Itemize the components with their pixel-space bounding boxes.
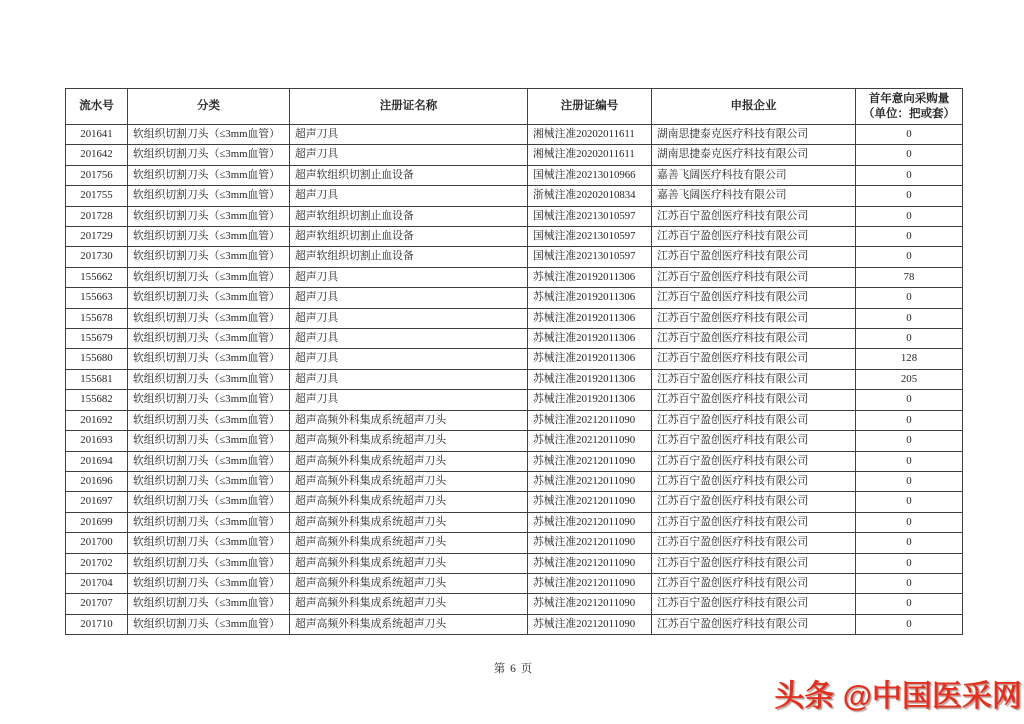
header-category: 分类 [128, 89, 290, 125]
cell-qty: 0 [856, 533, 963, 553]
cell-cert-no: 苏械注准20212011090 [528, 431, 652, 451]
table-row [66, 186, 963, 206]
cell-qty: 0 [856, 247, 963, 267]
cell-serial: 201755 [66, 186, 128, 206]
table-body [66, 125, 963, 635]
cell-cert-name: 超声刀具 [290, 369, 528, 389]
cell-category: 软组织切割刀头（≤3mm血管） [128, 369, 290, 389]
table-row [66, 267, 963, 287]
cell-cert-no: 苏械注准20192011306 [528, 267, 652, 287]
cell-company: 江苏百宁盈创医疗科技有限公司 [652, 247, 856, 267]
header-row [66, 89, 963, 125]
cell-qty: 128 [856, 349, 963, 369]
cell-cert-no: 苏械注准20212011090 [528, 492, 652, 512]
cell-cert-name: 超声刀具 [290, 390, 528, 410]
cell-serial: 155662 [66, 267, 128, 287]
header-qty [856, 89, 963, 125]
cell-cert-name: 超声高频外科集成系统超声刀头 [290, 614, 528, 634]
cell-cert-name: 超声高频外科集成系统超声刀头 [290, 492, 528, 512]
cell-cert-name: 超声高频外科集成系统超声刀头 [290, 553, 528, 573]
cell-serial: 201641 [66, 125, 128, 145]
cell-category: 软组织切割刀头（≤3mm血管） [128, 308, 290, 328]
cell-qty: 0 [856, 594, 963, 614]
cell-company: 江苏百宁盈创医疗科技有限公司 [652, 308, 856, 328]
cell-company: 江苏百宁盈创医疗科技有限公司 [652, 533, 856, 553]
cell-category: 软组织切割刀头（≤3mm血管） [128, 165, 290, 185]
cell-category: 软组织切割刀头（≤3mm血管） [128, 349, 290, 369]
cell-company: 江苏百宁盈创医疗科技有限公司 [652, 349, 856, 369]
cell-cert-no: 苏械注准20212011090 [528, 553, 652, 573]
cell-company: 江苏百宁盈创医疗科技有限公司 [652, 369, 856, 389]
cell-cert-name: 超声软组织切割止血设备 [290, 206, 528, 226]
cell-serial: 155681 [66, 369, 128, 389]
table-row [66, 145, 963, 165]
cell-cert-name: 超声软组织切割止血设备 [290, 247, 528, 267]
cell-cert-name: 超声刀具 [290, 267, 528, 287]
cell-qty: 0 [856, 553, 963, 573]
cell-qty: 0 [856, 512, 963, 532]
cell-category: 软组织切割刀头（≤3mm血管） [128, 125, 290, 145]
cell-qty: 0 [856, 614, 963, 634]
table-row [66, 410, 963, 430]
cell-qty: 0 [856, 492, 963, 512]
cell-qty: 0 [856, 308, 963, 328]
table-header [66, 89, 963, 125]
cell-serial: 201697 [66, 492, 128, 512]
cell-company: 江苏百宁盈创医疗科技有限公司 [652, 492, 856, 512]
cell-serial: 155682 [66, 390, 128, 410]
cell-category: 软组织切割刀头（≤3mm血管） [128, 614, 290, 634]
cell-company: 嘉善飞阔医疗科技有限公司 [652, 165, 856, 185]
cell-qty: 0 [856, 451, 963, 471]
cell-cert-name: 超声高频外科集成系统超声刀头 [290, 471, 528, 491]
cell-category: 软组织切割刀头（≤3mm血管） [128, 594, 290, 614]
cell-category: 软组织切割刀头（≤3mm血管） [128, 186, 290, 206]
table-row [66, 512, 963, 532]
table-row [66, 288, 963, 308]
cell-qty: 0 [856, 186, 963, 206]
cell-company: 江苏百宁盈创医疗科技有限公司 [652, 329, 856, 349]
cell-company: 江苏百宁盈创医疗科技有限公司 [652, 288, 856, 308]
table-row [66, 247, 963, 267]
cell-category: 软组织切割刀头（≤3mm血管） [128, 247, 290, 267]
cell-qty: 0 [856, 145, 963, 165]
cell-cert-no: 湘械注准20202011611 [528, 125, 652, 145]
cell-company: 江苏百宁盈创医疗科技有限公司 [652, 573, 856, 593]
cell-serial: 201696 [66, 471, 128, 491]
cell-category: 软组织切割刀头（≤3mm血管） [128, 451, 290, 471]
cell-category: 软组织切割刀头（≤3mm血管） [128, 431, 290, 451]
cell-serial: 201710 [66, 614, 128, 634]
cell-serial: 201729 [66, 227, 128, 247]
cell-category: 软组织切割刀头（≤3mm血管） [128, 145, 290, 165]
cell-serial: 201707 [66, 594, 128, 614]
cell-cert-name: 超声高频外科集成系统超声刀头 [290, 451, 528, 471]
cell-qty: 0 [856, 573, 963, 593]
cell-cert-no: 苏械注准20212011090 [528, 594, 652, 614]
cell-cert-no: 苏械注准20192011306 [528, 390, 652, 410]
cell-category: 软组织切割刀头（≤3mm血管） [128, 533, 290, 553]
cell-qty: 0 [856, 431, 963, 451]
header-cert-no: 注册证编号 [528, 89, 652, 125]
cell-cert-no: 国械注准20213010597 [528, 227, 652, 247]
cell-company: 江苏百宁盈创医疗科技有限公司 [652, 512, 856, 532]
table-row [66, 125, 963, 145]
cell-category: 软组织切割刀头（≤3mm血管） [128, 206, 290, 226]
cell-category: 软组织切割刀头（≤3mm血管） [128, 573, 290, 593]
cell-serial: 201756 [66, 165, 128, 185]
table-row [66, 329, 963, 349]
cell-cert-name: 超声软组织切割止血设备 [290, 165, 528, 185]
cell-serial: 155678 [66, 308, 128, 328]
cell-serial: 201694 [66, 451, 128, 471]
page-number: 第 6 页 [493, 663, 534, 675]
cell-company: 江苏百宁盈创医疗科技有限公司 [652, 451, 856, 471]
cell-category: 软组织切割刀头（≤3mm血管） [128, 410, 290, 430]
cell-qty: 0 [856, 125, 963, 145]
cell-serial: 201642 [66, 145, 128, 165]
cell-category: 软组织切割刀头（≤3mm血管） [128, 288, 290, 308]
cell-cert-name: 超声高频外科集成系统超声刀头 [290, 410, 528, 430]
table-row [66, 573, 963, 593]
cell-cert-name: 超声刀具 [290, 329, 528, 349]
cell-serial: 201699 [66, 512, 128, 532]
cell-serial: 155680 [66, 349, 128, 369]
cell-cert-no: 苏械注准20212011090 [528, 471, 652, 491]
cell-cert-name: 超声软组织切割止血设备 [290, 227, 528, 247]
header-cert-name: 注册证名称 [290, 89, 528, 125]
cell-cert-name: 超声刀具 [290, 349, 528, 369]
cell-serial: 201693 [66, 431, 128, 451]
table-row [66, 390, 963, 410]
cell-cert-no: 国械注准20213010966 [528, 165, 652, 185]
cell-cert-name: 超声高频外科集成系统超声刀头 [290, 594, 528, 614]
cell-company: 湖南思捷泰克医疗科技有限公司 [652, 145, 856, 165]
table-row [66, 553, 963, 573]
cell-company: 江苏百宁盈创医疗科技有限公司 [652, 410, 856, 430]
cell-category: 软组织切割刀头（≤3mm血管） [128, 471, 290, 491]
cell-category: 软组织切割刀头（≤3mm血管） [128, 492, 290, 512]
cell-serial: 201702 [66, 553, 128, 573]
cell-qty: 78 [856, 267, 963, 287]
table-row [66, 369, 963, 389]
cell-cert-no: 苏械注准20212011090 [528, 512, 652, 532]
cell-company: 江苏百宁盈创医疗科技有限公司 [652, 431, 856, 451]
cell-company: 江苏百宁盈创医疗科技有限公司 [652, 594, 856, 614]
cell-qty: 0 [856, 471, 963, 491]
cell-category: 软组织切割刀头（≤3mm血管） [128, 390, 290, 410]
cell-cert-no: 苏械注准20212011090 [528, 614, 652, 634]
header-qty-line2: （单位：把或套） [863, 107, 955, 120]
table-row [66, 614, 963, 634]
table-row [66, 431, 963, 451]
cell-cert-no: 苏械注准20192011306 [528, 349, 652, 369]
cell-category: 软组织切割刀头（≤3mm血管） [128, 267, 290, 287]
table-row [66, 594, 963, 614]
cell-serial: 201700 [66, 533, 128, 553]
header-serial: 流水号 [66, 89, 128, 125]
cell-qty: 0 [856, 165, 963, 185]
cell-cert-no: 苏械注准20212011090 [528, 451, 652, 471]
cell-company: 江苏百宁盈创医疗科技有限公司 [652, 206, 856, 226]
cell-cert-name: 超声高频外科集成系统超声刀头 [290, 573, 528, 593]
cell-qty: 0 [856, 206, 963, 226]
cell-cert-name: 超声高频外科集成系统超声刀头 [290, 431, 528, 451]
table-row [66, 492, 963, 512]
cell-company: 嘉善飞阔医疗科技有限公司 [652, 186, 856, 206]
table-row [66, 308, 963, 328]
cell-qty: 0 [856, 329, 963, 349]
cell-qty: 0 [856, 288, 963, 308]
cell-cert-no: 国械注准20213010597 [528, 247, 652, 267]
cell-company: 江苏百宁盈创医疗科技有限公司 [652, 227, 856, 247]
cell-category: 软组织切割刀头（≤3mm血管） [128, 329, 290, 349]
cell-cert-name: 超声刀具 [290, 125, 528, 145]
cell-cert-name: 超声刀具 [290, 308, 528, 328]
cell-serial: 155663 [66, 288, 128, 308]
cell-cert-no: 湘械注准20202011611 [528, 145, 652, 165]
table-row [66, 349, 963, 369]
cell-category: 软组织切割刀头（≤3mm血管） [128, 553, 290, 573]
cell-cert-no: 苏械注准20212011090 [528, 573, 652, 593]
cell-serial: 201730 [66, 247, 128, 267]
cell-serial: 201692 [66, 410, 128, 430]
cell-company: 江苏百宁盈创医疗科技有限公司 [652, 471, 856, 491]
table-row [66, 471, 963, 491]
header-qty-line1: 首年意向采购量 [868, 92, 950, 105]
watermark: 头条 @中国医采网 [774, 680, 1022, 713]
cell-qty: 0 [856, 227, 963, 247]
table-row [66, 206, 963, 226]
cell-cert-name: 超声刀具 [290, 145, 528, 165]
cell-company: 江苏百宁盈创医疗科技有限公司 [652, 267, 856, 287]
header-company: 申报企业 [652, 89, 856, 125]
cell-serial: 201728 [66, 206, 128, 226]
cell-category: 软组织切割刀头（≤3mm血管） [128, 512, 290, 532]
cell-qty: 205 [856, 369, 963, 389]
cell-cert-no: 浙械注准20202010834 [528, 186, 652, 206]
table-row [66, 165, 963, 185]
cell-cert-no: 苏械注准20212011090 [528, 533, 652, 553]
cell-cert-name: 超声高频外科集成系统超声刀头 [290, 512, 528, 532]
cell-company: 湖南思捷泰克医疗科技有限公司 [652, 125, 856, 145]
cell-company: 江苏百宁盈创医疗科技有限公司 [652, 614, 856, 634]
table-row [66, 227, 963, 247]
cell-qty: 0 [856, 390, 963, 410]
cell-company: 江苏百宁盈创医疗科技有限公司 [652, 390, 856, 410]
table-row [66, 533, 963, 553]
cell-cert-no: 苏械注准20192011306 [528, 288, 652, 308]
cell-qty: 0 [856, 410, 963, 430]
table-row [66, 451, 963, 471]
cell-category: 软组织切割刀头（≤3mm血管） [128, 227, 290, 247]
cell-cert-name: 超声刀具 [290, 186, 528, 206]
cell-cert-name: 超声刀具 [290, 288, 528, 308]
cell-cert-no: 苏械注准20212011090 [528, 410, 652, 430]
cell-cert-no: 苏械注准20192011306 [528, 308, 652, 328]
cell-cert-no: 苏械注准20192011306 [528, 329, 652, 349]
cell-company: 江苏百宁盈创医疗科技有限公司 [652, 553, 856, 573]
cell-serial: 155679 [66, 329, 128, 349]
procurement-table [65, 88, 963, 635]
cell-cert-no: 苏械注准20192011306 [528, 369, 652, 389]
cell-serial: 201704 [66, 573, 128, 593]
cell-cert-no: 国械注准20213010597 [528, 206, 652, 226]
cell-cert-name: 超声高频外科集成系统超声刀头 [290, 533, 528, 553]
